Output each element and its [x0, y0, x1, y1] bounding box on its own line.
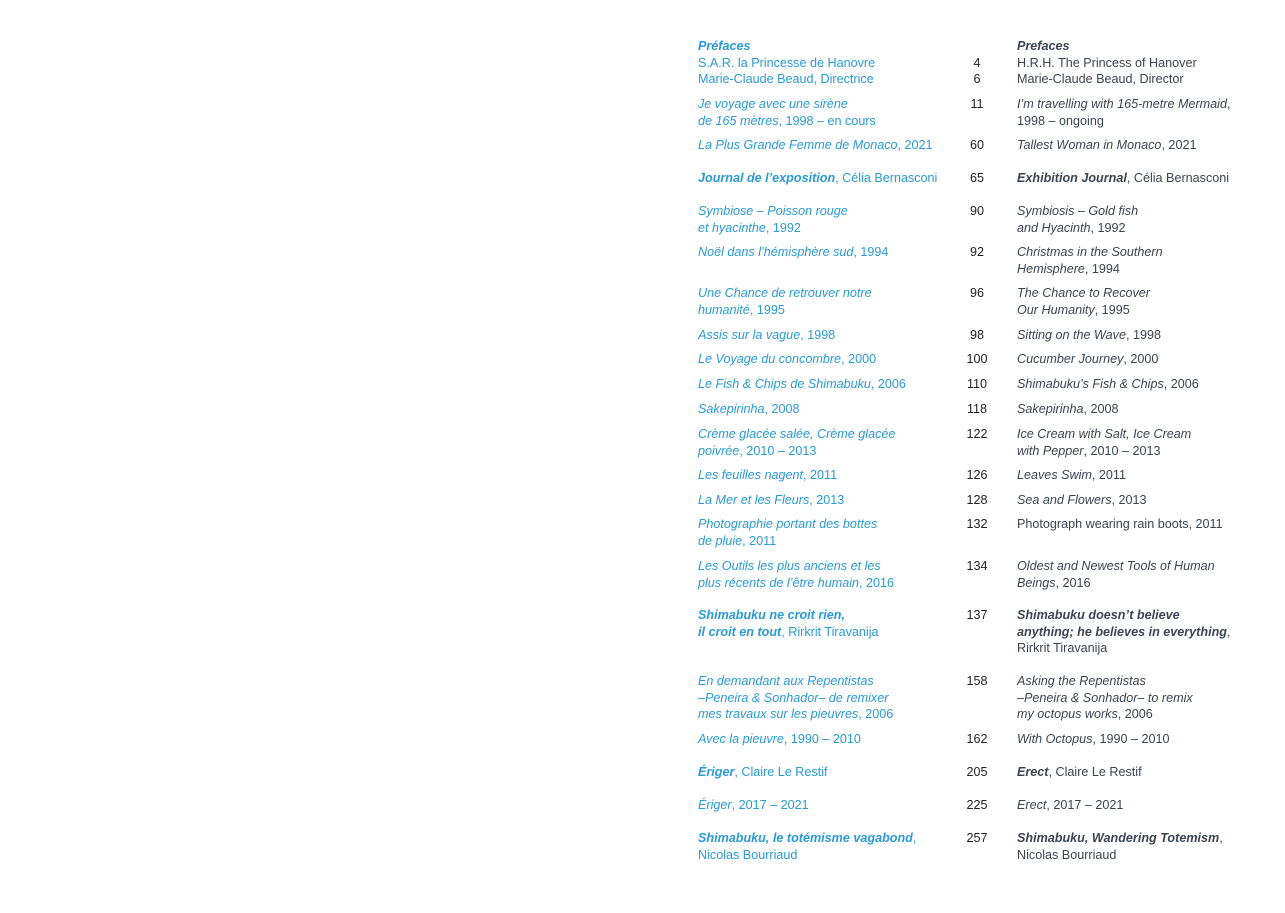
english-title	[1017, 516, 1277, 533]
page-number: 6	[973, 72, 981, 86]
text-segment: , 2010 – 2013	[739, 443, 817, 458]
english-title	[1017, 351, 1277, 368]
text-segment: Une Chance de retrouver notre	[698, 286, 872, 300]
text-segment: Les Outils les plus anciens et les	[698, 559, 881, 573]
text-segment: Avec la pieuvre	[698, 732, 784, 746]
text-segment: Marie-Claude Beaud, Directrice	[698, 72, 874, 86]
text-segment: Erect	[1017, 798, 1047, 812]
text-segment: , 2006	[1117, 707, 1153, 721]
english-title	[1017, 96, 1277, 129]
text-segment: , 1995	[749, 302, 785, 317]
text-segment: , 1992	[765, 220, 801, 235]
french-title-line	[698, 285, 948, 302]
text-segment: Noël dans l’hémisphère sud	[698, 245, 854, 259]
text-segment: , 1998	[800, 328, 836, 342]
text-segment: Je voyage avec une sirène	[698, 97, 848, 111]
french-title	[698, 426, 948, 459]
text-segment: Nicolas Bourriaud	[1017, 847, 1117, 862]
text-segment: anything; he believes in everything	[1017, 624, 1227, 639]
page-number: 118	[966, 402, 988, 416]
page-number: 128	[966, 493, 988, 507]
french-title-line	[698, 426, 948, 443]
text-segment: En demandant aux Repentistas	[698, 674, 874, 688]
text-segment: Ice Cream with Salt, Ice Cream	[1017, 427, 1192, 441]
page-number: 257	[966, 831, 988, 845]
french-title	[698, 607, 948, 640]
text-segment: my octopus works	[1017, 707, 1118, 721]
french-title-line	[698, 607, 948, 624]
french-title	[698, 203, 948, 236]
english-title-line	[1017, 706, 1277, 723]
text-segment: Shimabuku, Wandering Totemism	[1017, 831, 1220, 845]
text-segment: Ériger	[698, 798, 732, 812]
french-title-line	[698, 797, 948, 814]
french-title	[698, 38, 948, 55]
french-title-line	[698, 327, 948, 344]
english-title	[1017, 244, 1277, 277]
text-segment: Photographie portant des bottes	[698, 517, 878, 531]
text-segment: , 2006	[858, 707, 894, 721]
text-segment: poivrée	[698, 443, 740, 458]
text-segment: and Hyacinth	[1017, 220, 1091, 235]
text-segment: with Pepper	[1017, 443, 1084, 458]
english-title-line	[1017, 673, 1277, 690]
french-title-line	[698, 170, 948, 187]
page-number: 60	[969, 138, 984, 152]
text-segment: , 2017 – 2021	[731, 798, 809, 812]
text-segment: S.A.R. la Princesse de Hanovre	[698, 56, 876, 70]
text-segment: , 1990 – 2010	[1092, 732, 1170, 746]
text-segment: , 1992	[1090, 220, 1126, 235]
french-title-line	[698, 830, 948, 847]
french-title	[698, 170, 948, 187]
english-title	[1017, 203, 1277, 236]
page-number: 205	[966, 765, 988, 779]
french-title-line	[698, 137, 948, 154]
english-title-line	[1017, 376, 1277, 393]
page-number: 122	[966, 427, 988, 441]
text-segment: Christmas in the Southern	[1017, 245, 1163, 259]
french-title	[698, 731, 948, 748]
text-segment: , 2021	[897, 138, 933, 152]
text-segment: et hyacinthe	[698, 220, 766, 235]
french-title	[698, 96, 948, 129]
french-title-line	[698, 302, 948, 319]
text-segment: H.R.H. The Princess of Hanover	[1017, 56, 1197, 70]
page-number: 137	[966, 608, 988, 622]
french-title-line	[698, 575, 948, 592]
page-number: 92	[969, 245, 984, 259]
french-title	[698, 285, 948, 318]
text-segment: , Célia Bernasconi	[835, 171, 938, 185]
english-title-line	[1017, 302, 1277, 319]
text-segment: –Peneira & Sonhador– to remix	[1017, 690, 1193, 705]
text-segment: , 1990 – 2010	[783, 732, 861, 746]
text-segment: Shimabuku, le totémisme vagabond	[698, 831, 913, 845]
english-title	[1017, 731, 1277, 748]
english-title-line	[1017, 426, 1277, 443]
french-title-line	[698, 764, 948, 781]
text-segment: Assis sur la vague	[698, 328, 801, 342]
text-segment: La Plus Grande Femme de Monaco	[698, 138, 898, 152]
english-title-line	[1017, 624, 1277, 641]
english-title	[1017, 673, 1277, 723]
english-title	[1017, 558, 1277, 591]
text-segment: , 2017 – 2021	[1046, 798, 1124, 812]
text-segment: Rirkrit Tiravanija	[1017, 641, 1108, 655]
text-segment: il croit en tout	[698, 624, 782, 639]
text-segment: Asking the Repentistas	[1017, 674, 1146, 688]
english-title-line	[1017, 55, 1277, 72]
english-title	[1017, 797, 1277, 814]
text-segment: Les feuilles nagent	[698, 468, 804, 482]
english-title-line	[1017, 113, 1277, 130]
english-title-line	[1017, 327, 1277, 344]
french-title	[698, 558, 948, 591]
french-title-line	[698, 624, 948, 641]
english-title-line	[1017, 731, 1277, 748]
text-segment: , 1994	[1084, 261, 1120, 276]
english-title-line	[1017, 443, 1277, 460]
french-title-line	[698, 220, 948, 237]
text-segment: , 1994	[853, 245, 889, 259]
english-title-line	[1017, 558, 1277, 575]
text-segment: , 2011	[803, 468, 838, 482]
french-title	[698, 830, 948, 863]
page-number: 134	[966, 559, 988, 573]
french-title-line	[698, 244, 948, 261]
text-segment: , 2013	[809, 493, 845, 507]
text-segment: Tallest Woman in Monaco	[1017, 138, 1162, 152]
english-title-line	[1017, 244, 1277, 261]
text-segment: Hemisphere	[1017, 261, 1085, 276]
text-segment: Marie-Claude Beaud, Director	[1017, 72, 1184, 86]
text-segment: plus récents de l’être humain	[698, 575, 860, 590]
french-title	[698, 401, 948, 418]
french-title-line	[698, 731, 948, 748]
text-segment: ,	[1219, 831, 1223, 845]
english-title-line	[1017, 797, 1277, 814]
text-segment: , 2010 – 2013	[1083, 443, 1161, 458]
page-number: 90	[969, 204, 984, 218]
english-title	[1017, 38, 1277, 55]
text-segment: Photograph wearing rain boots, 2011	[1017, 517, 1223, 531]
text-segment: , 2016	[1055, 575, 1091, 590]
text-segment: , 2021	[1161, 138, 1197, 152]
english-title-line	[1017, 467, 1277, 484]
text-segment: Beings	[1017, 575, 1056, 590]
english-title-line	[1017, 830, 1277, 847]
text-segment: Shimabuku doesn’t believe	[1017, 608, 1180, 622]
english-title	[1017, 467, 1277, 484]
english-title-line	[1017, 285, 1277, 302]
english-title-line	[1017, 220, 1277, 237]
page-number: 225	[966, 798, 988, 812]
french-title	[698, 137, 948, 154]
text-segment: , 2011	[1091, 468, 1126, 482]
text-segment: Le Voyage du concombre	[698, 352, 842, 366]
text-segment: Prefaces	[1017, 39, 1070, 53]
text-segment: ,	[1226, 624, 1231, 639]
text-segment: Préfaces	[698, 39, 751, 53]
page-number: 110	[966, 377, 988, 391]
page-number: 158	[966, 674, 988, 688]
text-segment: La Mer et les Fleurs	[698, 493, 810, 507]
text-segment: Sitting on the Wave	[1017, 328, 1126, 342]
french-title-line	[698, 492, 948, 509]
english-title	[1017, 376, 1277, 393]
text-segment: Shimabuku ne croit rien,	[698, 608, 845, 622]
text-segment: Nicolas Bourriaud	[698, 847, 798, 862]
page-number: 100	[966, 352, 988, 366]
english-title	[1017, 492, 1277, 509]
text-segment: 1998 – ongoing	[1017, 113, 1104, 128]
english-title-line	[1017, 137, 1277, 154]
french-title-line	[698, 706, 948, 723]
english-title-line	[1017, 607, 1277, 624]
french-title	[698, 351, 948, 368]
text-segment: Leaves Swim	[1017, 468, 1092, 482]
text-segment: Oldest and Newest Tools of Human	[1017, 559, 1215, 573]
french-title	[698, 244, 948, 261]
french-title-line	[698, 847, 948, 864]
english-title-line	[1017, 261, 1277, 278]
french-title	[698, 764, 948, 781]
text-segment: Ériger	[698, 765, 735, 779]
english-title	[1017, 285, 1277, 318]
text-segment: –Peneira & Sonhador– de remixer	[698, 690, 889, 705]
english-title-line	[1017, 96, 1277, 113]
french-title-line	[698, 38, 948, 55]
text-segment: Sea and Flowers	[1017, 493, 1112, 507]
page-number: 162	[966, 732, 988, 746]
text-segment: , 2011	[742, 533, 777, 548]
text-segment: Sakepirinha	[698, 402, 765, 416]
english-title-line	[1017, 38, 1277, 55]
english-title-line	[1017, 575, 1277, 592]
english-title-line	[1017, 401, 1277, 418]
french-title-line	[698, 203, 948, 220]
text-segment: I’m travelling with 165-metre Mermaid	[1017, 97, 1227, 111]
text-segment: mes travaux sur les pieuvres	[698, 707, 859, 721]
english-title	[1017, 607, 1277, 657]
french-title-line	[698, 113, 948, 130]
french-title	[698, 467, 948, 484]
text-segment: , Claire Le Restif	[734, 765, 828, 779]
english-title-line	[1017, 640, 1277, 657]
french-title-line	[698, 558, 948, 575]
page-number: 126	[966, 468, 988, 482]
text-segment: , 1995	[1094, 302, 1130, 317]
text-segment: , 1998	[1125, 328, 1161, 342]
text-segment: ,	[912, 831, 917, 845]
text-segment: , 2006	[1163, 377, 1199, 391]
english-title	[1017, 830, 1277, 863]
english-title	[1017, 137, 1277, 154]
page-number: 65	[969, 171, 984, 185]
french-title-line	[698, 376, 948, 393]
text-segment: Exhibition Journal	[1017, 171, 1127, 185]
text-segment: , 2000	[841, 352, 877, 366]
text-segment: Journal de l’exposition	[698, 171, 836, 185]
text-segment: , 2006	[870, 377, 906, 391]
page-number: 98	[969, 328, 984, 342]
english-title	[1017, 55, 1277, 72]
page-number: 96	[969, 286, 984, 300]
text-segment: Shimabuku’s Fish & Chips	[1017, 377, 1164, 391]
text-segment: , 2008	[1083, 402, 1119, 416]
english-title-line	[1017, 516, 1277, 533]
english-title	[1017, 401, 1277, 418]
english-title	[1017, 71, 1277, 88]
french-title	[698, 327, 948, 344]
french-title	[698, 516, 948, 549]
french-title-line	[698, 690, 948, 707]
text-segment: , Rirkrit Tiravanija	[781, 624, 879, 639]
text-segment: , 2008	[764, 402, 800, 416]
french-title	[698, 673, 948, 723]
french-title	[698, 797, 948, 814]
text-segment: Symbiose – Poisson rouge	[698, 204, 848, 218]
page-number: 4	[973, 56, 981, 70]
french-title-line	[698, 401, 948, 418]
text-segment: Our Humanity	[1017, 302, 1095, 317]
french-title	[698, 376, 948, 393]
english-title-line	[1017, 764, 1277, 781]
french-title-line	[698, 96, 948, 113]
french-title	[698, 55, 948, 72]
english-title	[1017, 327, 1277, 344]
english-title	[1017, 170, 1277, 187]
text-segment: , 2013	[1111, 493, 1147, 507]
text-segment: de pluie	[698, 533, 743, 548]
english-title-line	[1017, 203, 1277, 220]
text-segment: The Chance to Recover	[1017, 286, 1151, 300]
text-segment: With Octopus	[1017, 732, 1093, 746]
text-segment: , 2000	[1123, 352, 1159, 366]
french-title-line	[698, 71, 948, 88]
text-segment: Cucumber Journey	[1017, 352, 1124, 366]
french-title-line	[698, 351, 948, 368]
text-segment: ,	[1226, 97, 1231, 111]
text-segment: Le Fish & Chips de Shimabuku	[698, 377, 871, 391]
text-segment: humanité	[698, 302, 750, 317]
english-title	[1017, 426, 1277, 459]
english-title-line	[1017, 71, 1277, 88]
english-title-line	[1017, 351, 1277, 368]
english-title-line	[1017, 847, 1277, 864]
text-segment: Sakepirinha	[1017, 402, 1084, 416]
text-segment: , 2016	[859, 575, 895, 590]
french-title	[698, 492, 948, 509]
french-title-line	[698, 55, 948, 72]
english-title-line	[1017, 492, 1277, 509]
french-title-line	[698, 467, 948, 484]
page-number: 11	[970, 97, 984, 111]
french-title-line	[698, 533, 948, 550]
french-title-line	[698, 673, 948, 690]
french-title	[698, 71, 948, 88]
text-segment: , 1998 – en cours	[778, 113, 876, 128]
french-title-line	[698, 516, 948, 533]
english-title-line	[1017, 690, 1277, 707]
english-title	[1017, 764, 1277, 781]
text-segment: , Célia Bernasconi	[1126, 171, 1230, 185]
text-segment: , Claire Le Restif	[1048, 765, 1142, 779]
text-segment: Crème glacée salée, Crème glacée	[698, 427, 896, 441]
text-segment: Erect	[1017, 765, 1049, 779]
text-segment: Symbiosis – Gold fish	[1017, 204, 1139, 218]
english-title-line	[1017, 170, 1277, 187]
text-segment: de 165 mètres	[698, 113, 779, 128]
french-title-line	[698, 443, 948, 460]
page-number: 132	[966, 517, 988, 531]
